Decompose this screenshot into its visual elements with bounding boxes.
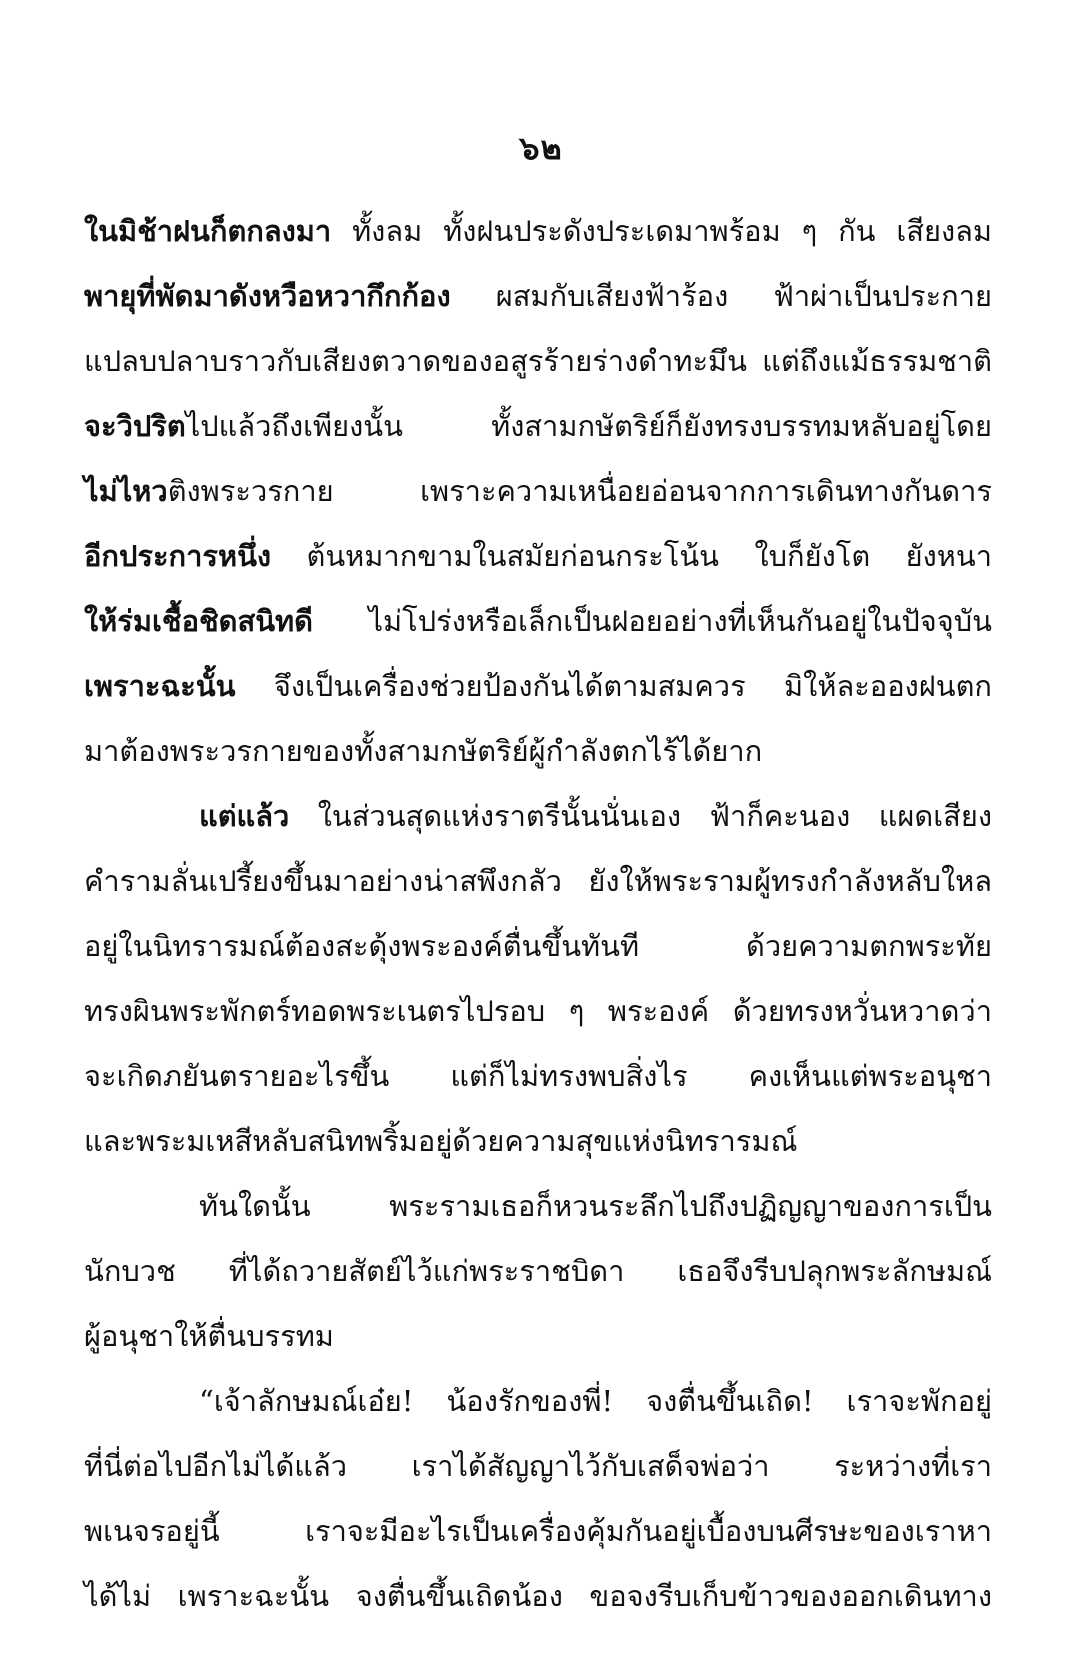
body-text bbox=[84, 205, 992, 1635]
bold-lead-text: แต่แล้ว bbox=[199, 799, 290, 833]
bold-lead-text: ให้ร่มเชื้อชิดสนิทดี bbox=[84, 604, 313, 638]
page-number: ๖๒ bbox=[519, 129, 563, 167]
line-text: ไม่โปร่งหรือเล็กเป็นฝอยอย่างที่เห็นกันอยู่ในปัจจุบัน bbox=[312, 604, 992, 638]
text-line bbox=[84, 1115, 992, 1180]
text-line bbox=[84, 1570, 992, 1635]
line-text: ที่นี่ต่อไปอีกไม่ได้แล้ว เราได้สัญญาไว้กับเสด็จพ่อว่า ระหว่างที่เรา bbox=[84, 1449, 992, 1483]
line-text: แปลบปลาบราวกับเสียงตวาดของอสูรร้ายร่างดำทะมึน แต่ถึงแม้ธรรมชาติ bbox=[84, 344, 992, 378]
line-text: ทันใดนั้น พระรามเธอก็หวนระลึกไปถึงปฏิญญาของการเป็น bbox=[199, 1189, 992, 1223]
bold-lead-text: พายุที่พัดมาดังหวือหวากึกก้อง bbox=[84, 279, 451, 313]
text-line bbox=[84, 1245, 992, 1310]
text-line bbox=[84, 595, 992, 660]
line-text: มาต้องพระวรกายของทั้งสามกษัตริย์ผู้กำลังตกไร้ได้ยาก bbox=[84, 734, 763, 768]
bold-lead-text: จะวิปริต bbox=[84, 409, 186, 443]
text-line bbox=[84, 920, 992, 985]
bold-lead-text: ไม่ไหว bbox=[84, 474, 168, 508]
bold-lead-text: อีกประการหนึ่ง bbox=[84, 539, 272, 573]
text-line bbox=[84, 725, 992, 790]
text-line bbox=[84, 790, 992, 855]
line-text: พเนจรอยู่นี้ เราจะมีอะไรเป็นเครื่องคุ้มกันอยู่เบื้องบนศีรษะของเราหา bbox=[84, 1514, 992, 1548]
text-line bbox=[84, 270, 992, 335]
text-line bbox=[84, 1505, 992, 1570]
line-text: ในส่วนสุดแห่งราตรีนั้นนั่นเอง ฟ้าก็คะนอง แผดเสียง bbox=[289, 799, 992, 833]
line-text: จะเกิดภยันตรายอะไรขึ้น แต่ก็ไม่ทรงพบสิ่งไร คงเห็นแต่พระอนุชา bbox=[84, 1059, 992, 1093]
text-line bbox=[84, 205, 992, 270]
text-line bbox=[84, 1050, 992, 1115]
line-text: ทั้งลม ทั้งฝนประดังประเดมาพร้อม ๆ กัน เสียงลม bbox=[331, 214, 992, 248]
line-text: จึงเป็นเครื่องช่วยป้องกันได้ตามสมควร มิให้ละอองฝนตก bbox=[235, 669, 992, 703]
text-line bbox=[84, 1180, 992, 1245]
line-text: “เจ้าลักษมณ์เอ๋ย! น้องรักของพี่! จงตื่นขึ้นเถิด! เราจะพักอยู่ bbox=[199, 1384, 992, 1418]
text-line bbox=[84, 400, 992, 465]
line-text: ทรงผินพระพักตร์ทอดพระเนตรไปรอบ ๆ พระองค์ ด้วยทรงหวั่นหวาดว่า bbox=[84, 994, 992, 1028]
text-line bbox=[84, 335, 992, 400]
text-line bbox=[84, 985, 992, 1050]
line-text: ไปแล้วถึงเพียงนั้น ทั้งสามกษัตริย์ก็ยังทรงบรรทมหลับอยู่โดย bbox=[185, 409, 992, 443]
text-line bbox=[84, 660, 992, 725]
line-text: ผู้อนุชาให้ตื่นบรรทม bbox=[84, 1319, 334, 1353]
line-text: ติงพระวรกาย เพราะความเหนื่อยอ่อนจากการเดินทางกันดาร bbox=[167, 474, 992, 508]
text-line bbox=[84, 465, 992, 530]
text-line bbox=[84, 1310, 992, 1375]
line-text: นักบวช ที่ได้ถวายสัตย์ไว้แก่พระราชบิดา เธอจึงรีบปลุกพระลักษมณ์ bbox=[84, 1254, 992, 1288]
line-text: คำรามลั่นเปรี้ยงขึ้นมาอย่างน่าสพึงกลัว ยังให้พระรามผู้ทรงกำลังหลับใหล bbox=[84, 864, 992, 898]
text-line bbox=[84, 1375, 992, 1440]
text-line bbox=[84, 530, 992, 595]
line-text: ได้ไม่ เพราะฉะนั้น จงตื่นขึ้นเถิดน้อง ขอจงรีบเก็บข้าวของออกเดินทาง bbox=[84, 1579, 992, 1613]
text-line bbox=[84, 1440, 992, 1505]
line-text: ต้นหมากขามในสมัยก่อนกระโน้น ใบก็ยังโต ยังหนา bbox=[271, 539, 992, 573]
line-text: อยู่ในนิทรารมณ์ต้องสะดุ้งพระองค์ตื่นขึ้นทันที ด้วยความตกพระทัย bbox=[84, 929, 992, 963]
bold-lead-text: เพราะฉะนั้น bbox=[84, 669, 236, 703]
bold-lead-text: ในมิช้าฝนก็ตกลงมา bbox=[84, 214, 332, 248]
line-text: ผสมกับเสียงฟ้าร้อง ฟ้าผ่าเป็นประกาย bbox=[450, 279, 992, 313]
text-line bbox=[84, 855, 992, 920]
line-text: และพระมเหสีหลับสนิทพริ้มอยู่ด้วยความสุขแห่งนิทรารมณ์ bbox=[84, 1124, 798, 1158]
